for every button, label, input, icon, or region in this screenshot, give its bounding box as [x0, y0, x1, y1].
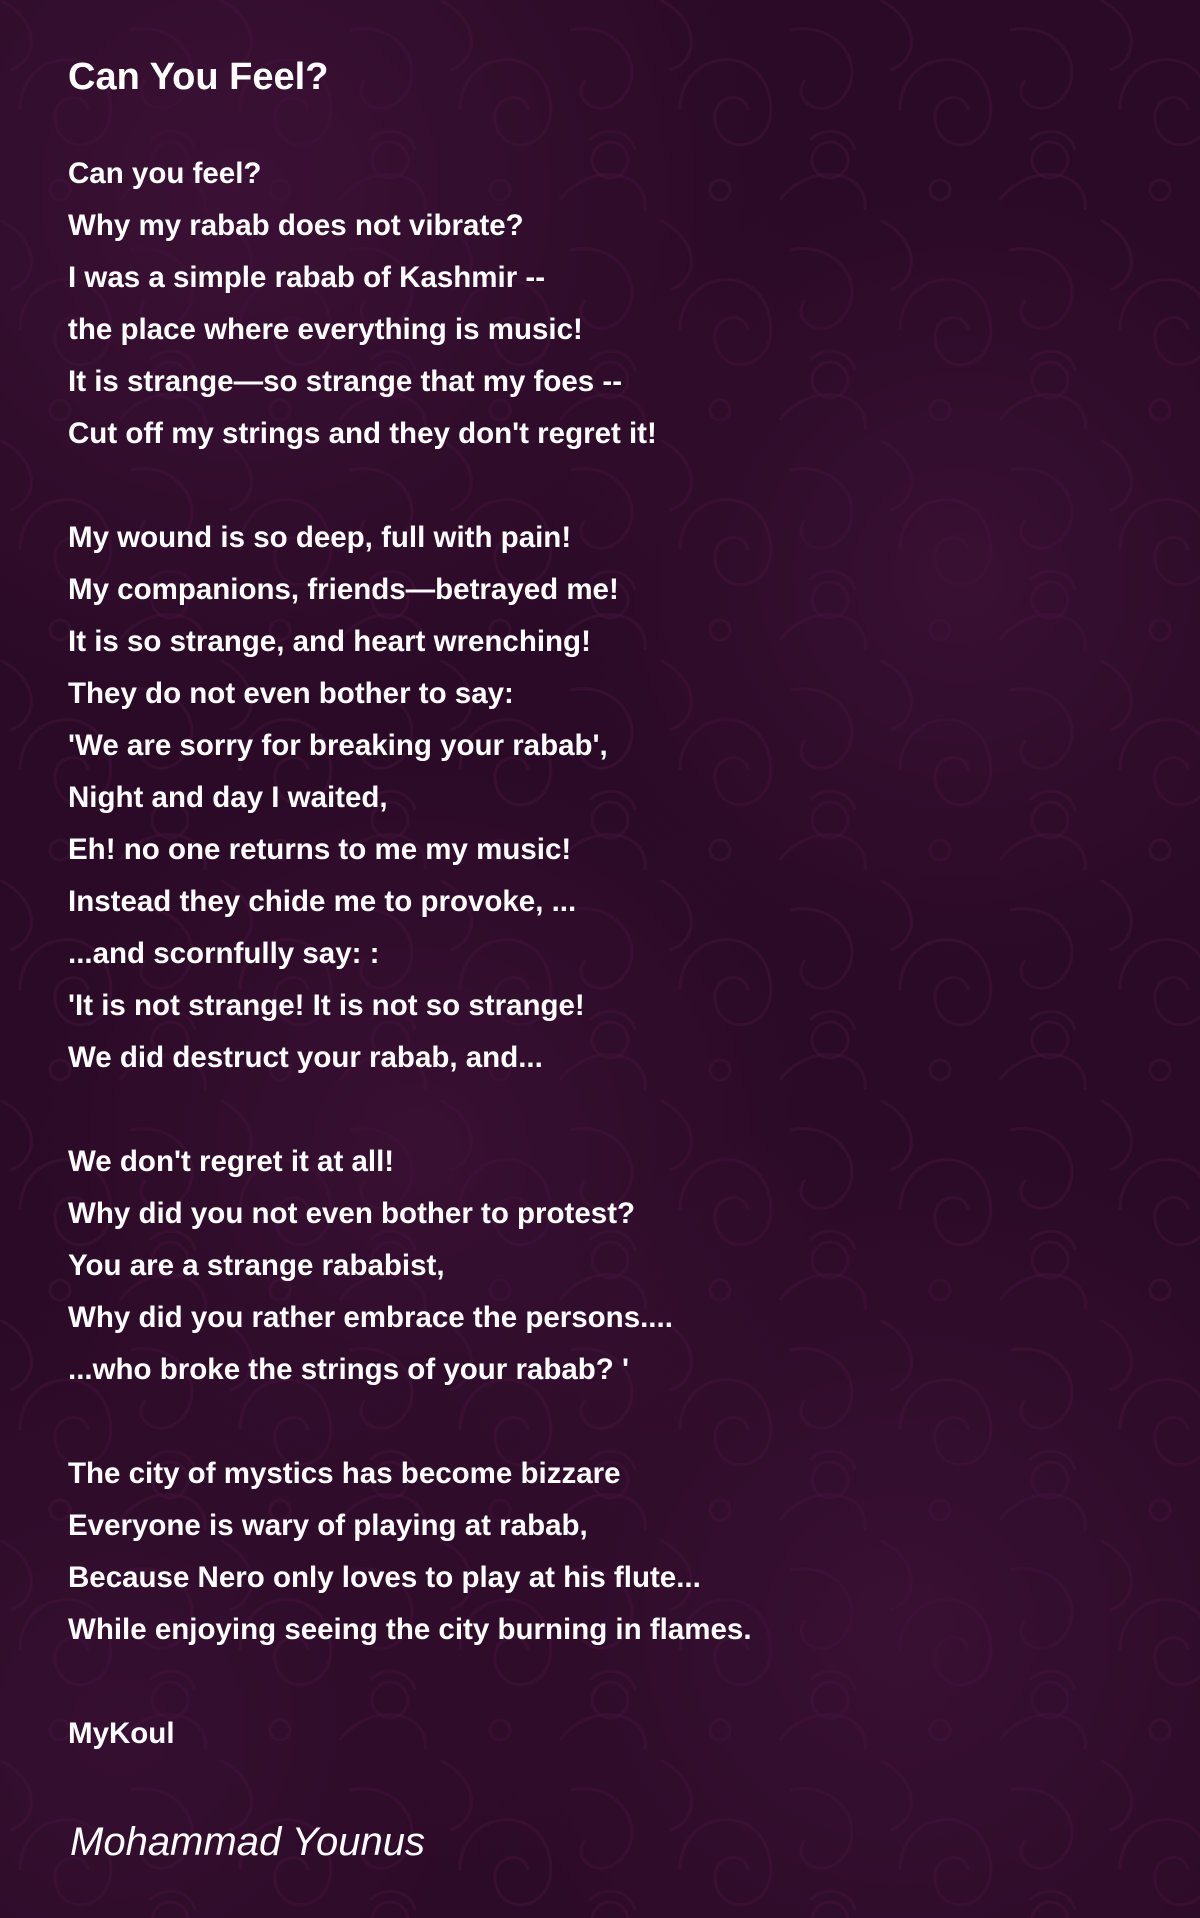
poem-line: My companions, friends—betrayed me! — [68, 573, 619, 606]
stanza-break — [68, 1396, 1168, 1448]
poem-author: Mohammad Younus — [70, 1820, 426, 1864]
poem-line: Eh! no one returns to me my music! — [68, 833, 572, 866]
poem-line: Night and day I waited, — [68, 781, 388, 814]
poem-line: They do not even bother to say: — [68, 677, 514, 710]
poem-line: the place where everything is music! — [68, 313, 583, 346]
poem-line: It is strange—so strange that my foes -- — [68, 365, 623, 398]
poem-line: I was a simple rabab of Kashmir -- — [68, 261, 546, 294]
poem-line: MyKoul — [68, 1717, 175, 1750]
poem-line: Can you feel? — [68, 157, 262, 190]
poem-line: 'We are sorry for breaking your rabab', — [68, 729, 608, 762]
stanza-break — [68, 460, 1168, 512]
stanza-break — [68, 1656, 1168, 1708]
poem-line: Why did you not even bother to protest? — [68, 1197, 636, 1230]
poem-line: You are a strange rababist, — [68, 1249, 445, 1282]
poem-body — [68, 148, 1168, 1760]
poem-line: While enjoying seeing the city burning in flames. — [68, 1613, 752, 1646]
poem-line: Why my rabab does not vibrate? — [68, 209, 524, 242]
poem-line: Instead they chide me to provoke, ... — [68, 885, 577, 918]
poem-line: Cut off my strings and they don't regret it! — [68, 417, 657, 450]
poem-line: We did destruct your rabab, and... — [68, 1041, 543, 1074]
poem-line: ...who broke the strings of your rabab? ' — [68, 1353, 630, 1386]
poem-line: We don't regret it at all! — [68, 1145, 395, 1178]
poem-line: Everyone is wary of playing at rabab, — [68, 1509, 588, 1542]
poem-line: 'It is not strange! It is not so strange! — [68, 989, 585, 1022]
poem-line: Because Nero only loves to play at his flute... — [68, 1561, 701, 1594]
stanza-break — [68, 1084, 1168, 1136]
poem-line: The city of mystics has become bizzare — [68, 1457, 621, 1490]
poem-line: My wound is so deep, full with pain! — [68, 521, 572, 554]
poem-title: Can You Feel? — [68, 56, 329, 98]
poem-line: It is so strange, and heart wrenching! — [68, 625, 591, 658]
poem-line: ...and scornfully say: : — [68, 937, 380, 970]
poem-line: Why did you rather embrace the persons.... — [68, 1301, 673, 1334]
